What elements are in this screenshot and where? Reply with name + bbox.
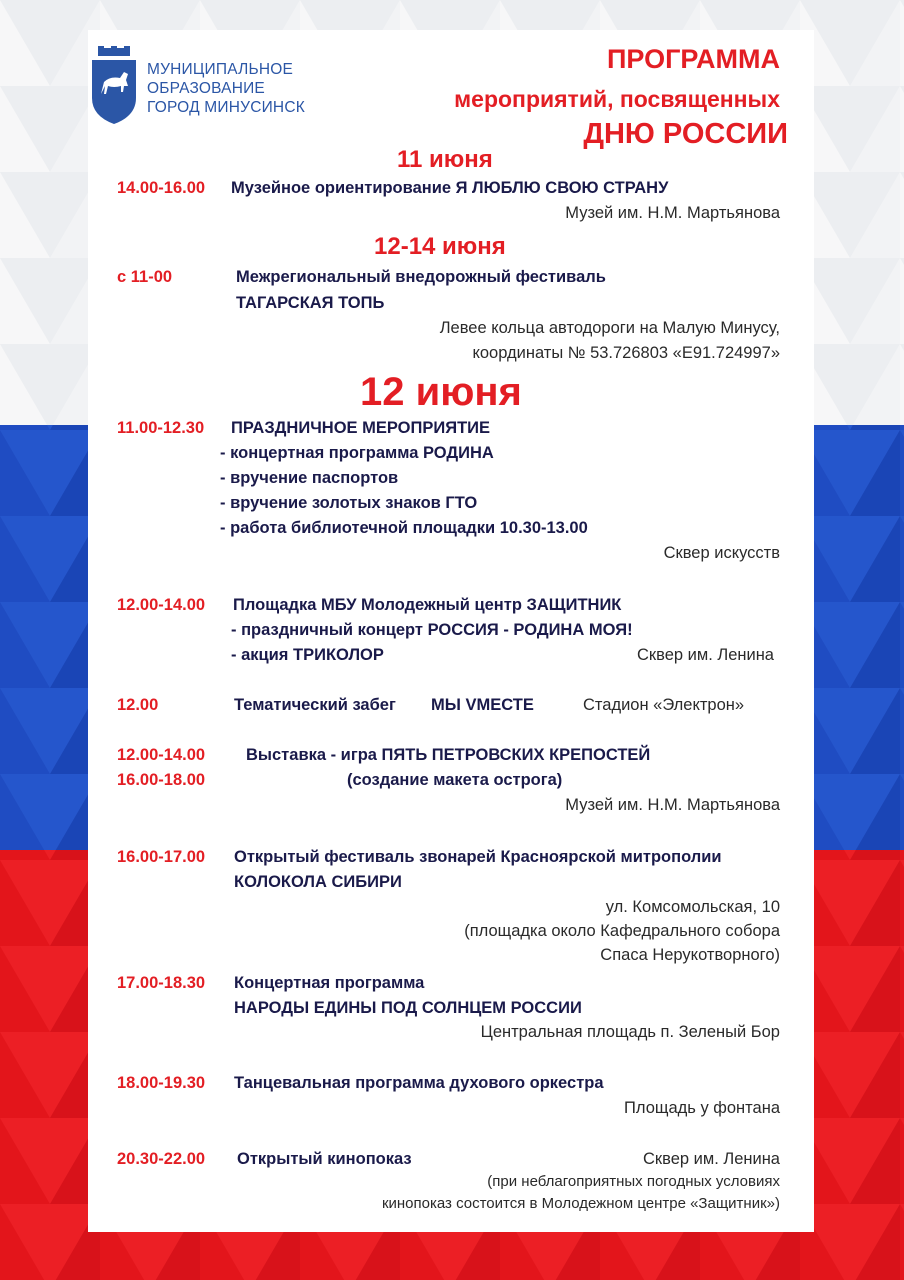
event-title: Танцевальная программа духового оркестра: [234, 1074, 604, 1092]
event-venue: координаты № 53.726803 «Е91.724997»: [472, 344, 780, 362]
event-item: - акция ТРИКОЛОР: [231, 646, 384, 664]
event-item: - праздничный концерт РОССИЯ - РОДИНА МОЯ!: [231, 621, 633, 639]
program-subtitle: мероприятий, посвященных: [454, 86, 780, 112]
event-time: 16.00-17.00: [117, 848, 206, 866]
event-title: Площадка МБУ Молодежный центр ЗАЩИТНИК: [233, 596, 622, 614]
event-title: Открытый фестиваль звонарей Красноярской митрополии: [234, 848, 722, 866]
event-venue: Музей им. Н.М. Мартьянова: [565, 796, 780, 814]
event-title: ТАГАРСКАЯ ТОПЬ: [236, 294, 385, 312]
event-venue: Площадь у фонтана: [624, 1099, 780, 1117]
event-title: НАРОДЫ ЕДИНЫ ПОД СОЛНЦЕМ РОССИИ: [234, 999, 582, 1017]
event-note: кинопоказ состоится в Молодежном центре «Защитник»): [381, 1195, 780, 1212]
event-venue: Стадион «Электрон»: [583, 696, 745, 714]
org-line: МУНИЦИПАЛЬНОЕ: [147, 61, 294, 78]
event-time: 12.00-14.00: [117, 596, 206, 614]
org-name: [147, 60, 305, 117]
event-title: Концертная программа: [234, 974, 425, 992]
event-item: - концертная программа РОДИНА: [220, 444, 494, 462]
event-time: 16.00-18.00: [117, 771, 206, 789]
event-title: Тематический забег: [234, 696, 396, 714]
event-time: 20.30-22.00: [117, 1150, 206, 1168]
event-item: - вручение паспортов: [220, 469, 399, 487]
event-venue: Сквер искусств: [663, 544, 780, 562]
event-time: 11.00-12.30: [117, 419, 205, 437]
event-title: ПРАЗДНИЧНОЕ МЕРОПРИЯТИЕ: [231, 419, 491, 437]
event-subtitle: (создание макета острога): [347, 771, 563, 789]
event-time: 12.00: [117, 696, 159, 714]
event-venue: Музей им. Н.М. Мартьянова: [565, 204, 780, 222]
event-title: Музейное ориентирование Я ЛЮБЛЮ СВОЮ СТРАНУ: [231, 179, 669, 197]
event-title: Открытый кинопоказ: [237, 1150, 412, 1168]
event-item: - вручение золотых знаков ГТО: [220, 494, 478, 512]
event-item: - работа библиотечной площадки 10.30-13.00: [220, 519, 588, 537]
event-time: 12.00-14.00: [117, 746, 206, 764]
event-time: с 11-00: [117, 268, 173, 286]
program-holiday: ДНЮ РОССИИ: [583, 118, 788, 150]
event-venue: Спаса Нерукотворного): [600, 946, 780, 964]
event-note: (при неблагоприятных погодных условиях: [487, 1173, 780, 1190]
org-line: ГОРОД МИНУСИНСК: [147, 99, 305, 116]
event-venue: Центральная площадь п. Зеленый Бор: [480, 1023, 780, 1041]
date-heading: 12 июня: [360, 370, 522, 414]
event-venue: ул. Комсомольская, 10: [605, 898, 780, 916]
date-heading: 11 июня: [397, 146, 493, 173]
program-title: ПРОГРАММА: [607, 44, 780, 74]
event-venue: Сквер им. Ленина: [642, 1150, 780, 1168]
event-venue: Левее кольца автодороги на Малую Минусу,: [439, 319, 780, 337]
event-venue: (площадка около Кафедрального собора: [464, 922, 780, 940]
event-title: КОЛОКОЛА СИБИРИ: [234, 873, 402, 891]
org-line: ОБРАЗОВАНИЕ: [147, 80, 265, 97]
event-title-bold: МЫ VМЕСТЕ: [431, 696, 534, 714]
event-time: 18.00-19.30: [117, 1074, 206, 1092]
event-title: Выставка - игра ПЯТЬ ПЕТРОВСКИХ КРЕПОСТЕЙ: [246, 746, 651, 764]
event-venue: Сквер им. Ленина: [636, 646, 774, 664]
horse-coat-of-arms-icon: [90, 46, 138, 126]
event-time: 14.00-16.00: [117, 179, 206, 197]
event-title: Межрегиональный внедорожный фестиваль: [236, 268, 606, 286]
event-time: 17.00-18.30: [117, 974, 206, 992]
date-heading: 12-14 июня: [374, 233, 506, 260]
